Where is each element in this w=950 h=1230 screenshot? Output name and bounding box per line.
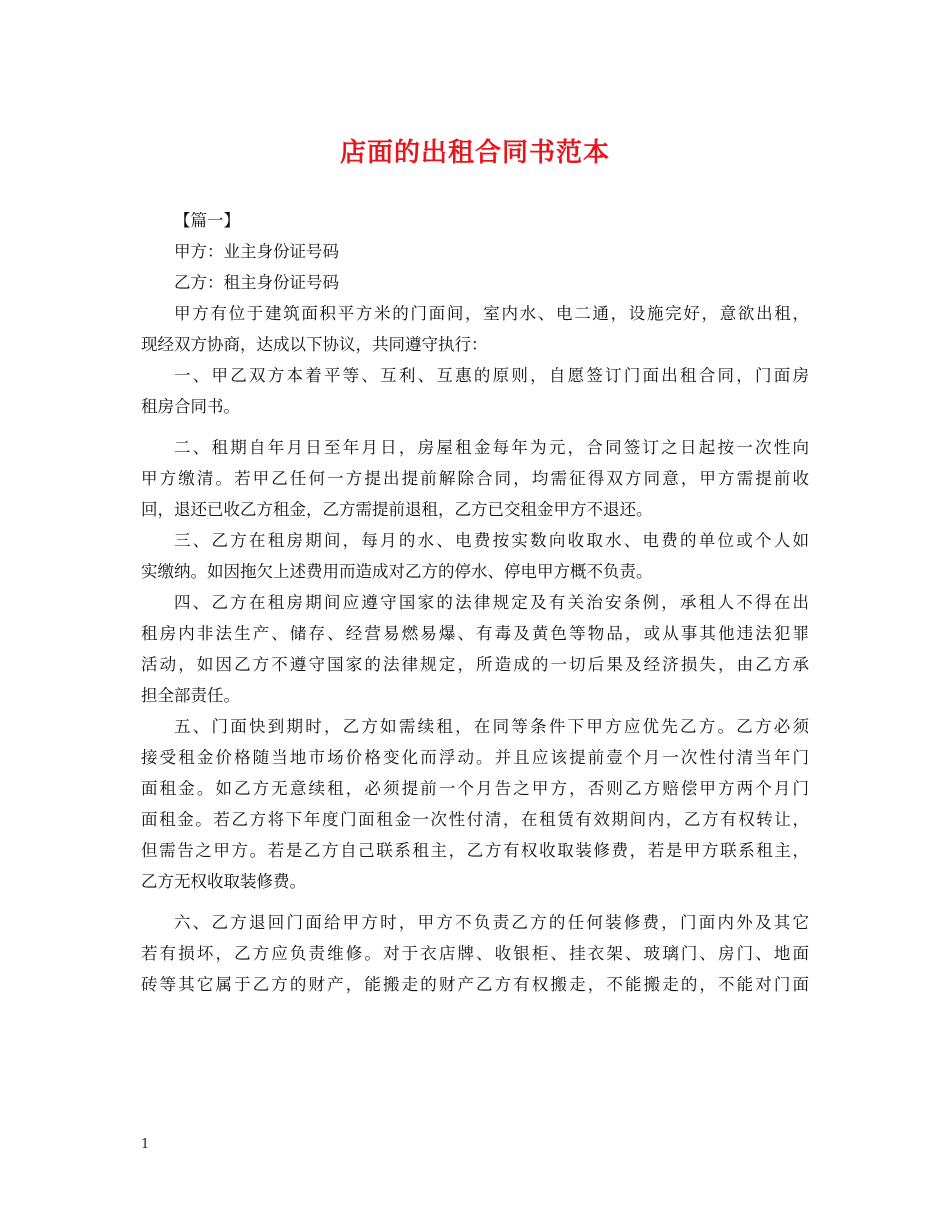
paragraph-line: 三、乙方在租房期间，每月的水、电费按实数向收取水、电费的单位或个人如: [174, 531, 809, 550]
paragraph-line: 面租金。如乙方无意续租，必须提前一个月告之甲方，否则乙方赔偿甲方两个月门: [141, 779, 809, 798]
paragraph-line: 甲方有位于建筑面积平方米的门面间，室内水、电二通，设施完好，意欲出租，: [174, 304, 809, 323]
paragraph-line: 实缴纳。如因拖欠上述费用而造成对乙方的停水、停电甲方概不负责。: [141, 562, 653, 581]
paragraph-line: 租房内非法生产、储存、经营易燃易爆、有毒及黄色等物品，或从事其他违法犯罪: [141, 624, 809, 643]
paragraph-clause-2: [141, 432, 809, 525]
paragraph-line: 若有损坏，乙方应负责维修。对于衣店牌、收银柜、挂衣架、玻璃门、房门、地面: [141, 944, 809, 963]
paragraph-line: 乙方无权收取装修费。: [141, 872, 306, 891]
paragraph-clause-6: [141, 907, 809, 1000]
paragraph-clause-5: [141, 711, 809, 897]
paragraph-line: 一、甲乙双方本着平等、互利、互惠的原则，自愿签订门面出租合同，门面房: [174, 366, 809, 385]
paragraph-clause-4: [141, 587, 809, 711]
paragraph-line: 现经双方协商，达成以下协议，共同遵守执行：: [141, 335, 488, 354]
paragraph-line: 四、乙方在租房期间应遵守国家的法律规定及有关治安条例，承租人不得在出: [174, 593, 809, 612]
paragraph-line: 二、租期自年月日至年月日，房屋租金每年为元，合同签订之日起按一次性向: [174, 438, 809, 457]
paragraph-line: 接受租金价格随当地市场价格变化而浮动。并且应该提前壹个月一次性付清当年门: [141, 748, 809, 767]
paragraph-line: 担全部责任。: [141, 686, 240, 705]
paragraph-intro: [141, 298, 809, 360]
paragraph-line: 租房合同书。: [141, 397, 240, 416]
paragraph-line: 砖等其它属于乙方的财产，能搬走的财产乙方有权搬走，不能搬走的，不能对门面: [141, 975, 809, 994]
document-title: 店面的出租合同书范本: [339, 138, 610, 168]
document-body: [141, 205, 809, 1000]
paragraph-clause-3: [141, 525, 809, 587]
paragraph-line: 五、门面快到期时，乙方如需续租，在同等条件下甲方应优先乙方。乙方必须: [174, 717, 809, 736]
paragraph-line: 但需告之甲方。若是乙方自己联系租主，乙方有权收取装修费，若是甲方联系租主，: [141, 841, 809, 860]
page-number: 1: [141, 1137, 150, 1152]
section-heading: 【篇一】: [174, 211, 240, 230]
paragraph-line: 六、乙方退回门面给甲方时，甲方不负责乙方的任何装修费，门面内外及其它: [174, 913, 809, 932]
party-a-line: 甲方：业主身份证号码: [174, 242, 339, 261]
party-b-line: 乙方：租主身份证号码: [174, 273, 339, 292]
paragraph-line: 活动，如因乙方不遵守国家的法律规定，所造成的一切后果及经济损失，由乙方承: [141, 655, 809, 674]
paragraph-clause-1: [141, 360, 809, 422]
spacer: [141, 422, 809, 432]
paragraph-line: 面租金。若乙方将下年度门面租金一次性付清，在租赁有效期间内，乙方有权转让，: [141, 810, 809, 829]
spacer: [141, 897, 809, 907]
paragraph-line: 甲方缴清。若甲乙任何一方提出提前解除合同，均需征得双方同意，甲方需提前收: [141, 469, 809, 488]
paragraph-line: 回，退还已收乙方租金，乙方需提前退租，乙方已交租金甲方不退还。: [141, 500, 653, 519]
